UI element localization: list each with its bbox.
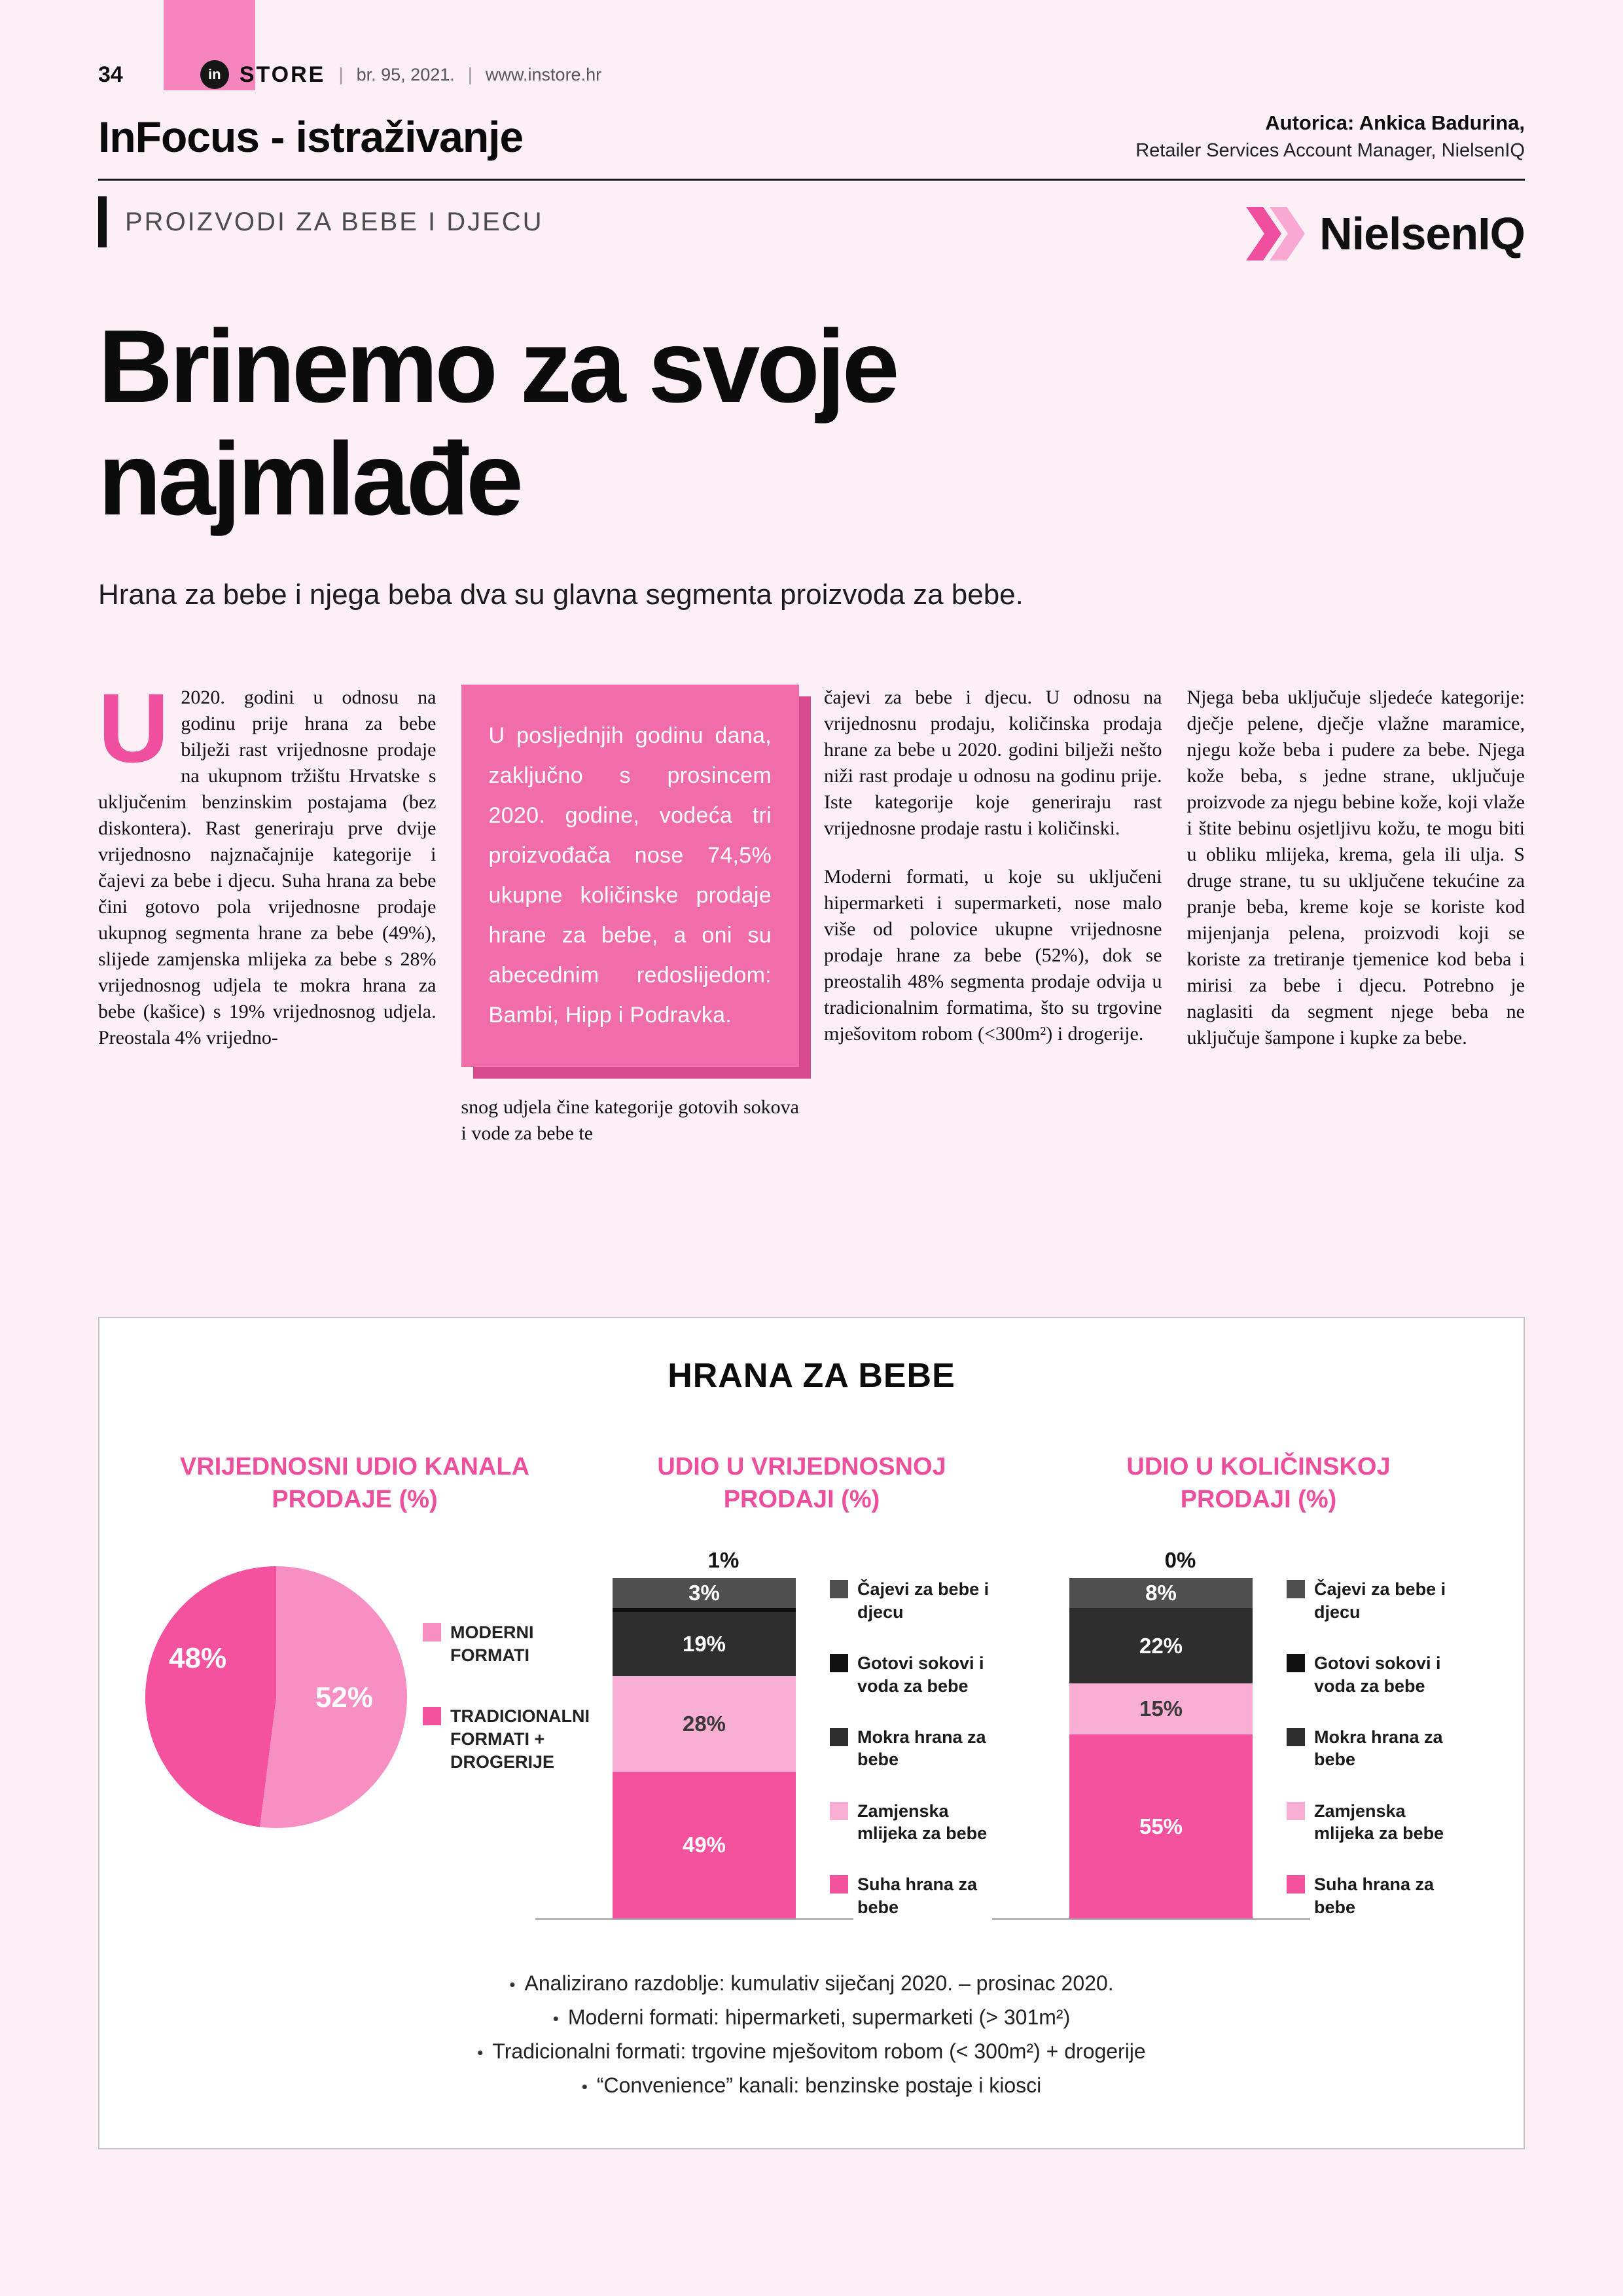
legend-item — [830, 1800, 991, 1845]
bar-chart-group-value — [582, 1451, 1021, 1918]
author-name: Autorica: Ankica Badurina, — [1265, 111, 1525, 134]
pie-area — [145, 1566, 590, 1828]
note-text: Tradicionalni formati: trgovine mješovitom robom (< 300m²) + drogerije — [492, 2039, 1146, 2064]
legend-item — [1287, 1578, 1448, 1623]
bar-segment — [613, 1676, 796, 1772]
column-3-paragraph-2: Moderni formati, u koje su uključeni hipermarketi i supermarketi, nose malo više od polovice ukupne vrijednosne prodaje hrane za bebe (52%), dok se preostalih 48% segmenta prodaje odvija u tradicionalnim formatima, što su trgovine mješovitom robom (<300m²) i drogerije. — [824, 866, 1162, 1045]
column-4-text: Njega beba uključuje sljedeće kategorije: dječje pelene, dječje vlažne maramice, njegu kože beba i pudere za bebe. Njega kože beba, s jedne strane, uključuje proizvode za njegu bebine kože, koji vlaže i štite bebinu osjetljivu kožu, te mogu biti u obliku mlijeka, krema, gela ili ulja. S druge strane, tu su uključene tekućine za pranje beba, kreme koje se koriste kod mijenjanja pelena, proizvodi koji se koriste za tretiranje tjemenice kod beba i mirisi za bebe i djecu. Potrebno je naglasiti da segment njege beba ne uključuje šampone i kupke za bebe. — [1186, 687, 1525, 1049]
legend-label: Gotovi sokovi i voda za bebe — [1314, 1653, 1441, 1696]
author-block — [1135, 111, 1525, 162]
note-line — [145, 2035, 1478, 2069]
legend-swatch — [830, 1728, 848, 1746]
legend-label: Mokra hrana za bebe — [857, 1727, 986, 1770]
pull-quote: U posljednjih godinu dana, zaključno s prosincem 2020. godine, vodeća tri proizvođača nose 74,5% ukupne količinske prodaje hrane za bebe, a oni su abecednim redoslijedom: Bambi, Hipp i Podravka. — [461, 685, 800, 1067]
legend-item — [830, 1873, 991, 1918]
segment-value-label: 3% — [688, 1581, 720, 1605]
separator: | — [467, 64, 473, 84]
legend-label: Zamjenska mlijeka za bebe — [1314, 1801, 1444, 1844]
column-1-body: 2020. godini u odnosu na godinu prije hrana za bebe bilježi rast vrijednosne prodaje na ukupnom tržištu Hrvatske s uključenim benzinskim postajama (bez diskontera). Rast generiraju prve dvije vrijednosno najznačajnije kategorije i čajevi za bebe i djecu. Suha hrana za bebe čini gotovo pola vrijednosne prodaje ukupnog segmenta hrane za bebe (49%), slijede zamjenska mlijeka za bebe s 28% vrijednosnog udjela te mokra hrana za bebe (kašice) s 19% vrijednosnog udjela. Preostala 4% vrijedno- — [98, 687, 437, 1049]
note-line — [145, 2069, 1478, 2103]
pie-chart-group — [145, 1451, 590, 1918]
bar-title: UDIO U KOLIČINSKOJ PRODAJI (%) — [1126, 1453, 1391, 1513]
legend-swatch — [830, 1802, 848, 1820]
legend-label: Gotovi sokovi i voda za bebe — [857, 1653, 984, 1696]
author-role: Retailer Services Account Manager, NielsenIQ — [1135, 140, 1525, 161]
column-2-text: snog udjela čine kategorije gotovih sokova i vode za bebe te — [461, 1096, 799, 1145]
bullet-icon: • — [552, 2009, 559, 2029]
column-2 — [461, 685, 800, 1267]
headline-line-2: najmlađe — [98, 422, 520, 537]
legend-swatch — [1287, 1875, 1305, 1893]
legend-item — [1287, 1726, 1448, 1771]
bar-wrap — [1069, 1545, 1253, 1918]
bullet-icon: • — [477, 2043, 484, 2063]
legend-label: Čajevi za bebe i djecu — [857, 1579, 990, 1622]
chart-title: HRANA ZA BEBE — [668, 1357, 955, 1395]
legend-swatch — [830, 1580, 848, 1598]
legend-item — [1287, 1873, 1448, 1918]
legend-label: Suha hrana za bebe — [1314, 1874, 1435, 1917]
chart-notes — [145, 1967, 1478, 2102]
legend-label: Mokra hrana za bebe — [1314, 1727, 1443, 1770]
legend-label: MODERNI FORMATI — [450, 1622, 534, 1665]
bar-segment — [613, 1612, 796, 1677]
legend-label: Čajevi za bebe i djecu — [1314, 1579, 1446, 1622]
legend-item — [423, 1705, 590, 1774]
lead-paragraph: Hrana za bebe i njega beba dva su glavna segmenta proizvoda za bebe. — [98, 579, 1024, 611]
nielseniq-logo-icon — [1246, 206, 1309, 262]
pie-chart-subtitle: VRIJEDNOSNI UDIO KANALA PRODAJE (%) — [179, 1453, 530, 1513]
dropcap: U — [98, 673, 169, 783]
bar-above-label: 1% — [707, 1548, 740, 1573]
headline-line-1: Brinemo za svoje — [98, 309, 897, 424]
kicker-label: PROIZVODI ZA BEBE I DJECU — [125, 207, 544, 236]
bar-content — [1039, 1545, 1478, 1918]
bar-above-label: 0% — [1164, 1548, 1196, 1573]
legend-swatch — [423, 1623, 441, 1641]
page-number: 34 — [98, 62, 123, 87]
segment-value-label: 19% — [682, 1632, 726, 1657]
bar-chart-group-volume — [1039, 1451, 1478, 1918]
bar-wrap — [613, 1545, 796, 1918]
bullet-icon: • — [509, 1975, 516, 1995]
legend-swatch — [423, 1707, 441, 1725]
legend-swatch — [1287, 1654, 1305, 1672]
kicker-bar — [98, 196, 107, 247]
article-columns — [98, 673, 1525, 1267]
note-line — [145, 1967, 1478, 2001]
pie-legend — [423, 1621, 590, 1774]
segment-value-label: 55% — [1139, 1814, 1183, 1839]
instore-logo-icon: in — [200, 60, 229, 89]
title-row — [98, 111, 1525, 162]
infographic-box — [98, 1317, 1525, 2149]
column-3 — [824, 685, 1162, 1267]
note-text: Analizirano razdoblje: kumulativ siječanj 2020. – prosinac 2020. — [524, 1971, 1114, 1996]
legend-swatch — [1287, 1580, 1305, 1598]
headline — [98, 310, 1525, 535]
segment-value-label: 8% — [1145, 1581, 1177, 1605]
separator: | — [338, 64, 344, 84]
pie-value-tradicionalni: 48% — [169, 1642, 227, 1675]
legend-label: TRADICIONALNI FORMATI + DROGERIJE — [450, 1706, 590, 1772]
bar-segment — [613, 1578, 796, 1608]
bar-stack — [1069, 1578, 1253, 1918]
note-line — [145, 2001, 1478, 2035]
bar-stack — [613, 1578, 796, 1918]
column-4 — [1187, 685, 1525, 1267]
segment-value-label: 15% — [1139, 1696, 1183, 1721]
bar-segment — [613, 1772, 796, 1918]
nielseniq-logo-text: NielsenIQ — [1319, 208, 1525, 259]
bar-legend — [1287, 1578, 1448, 1918]
bar-segment — [1069, 1608, 1253, 1683]
kicker — [98, 196, 544, 247]
bar-segment — [1069, 1683, 1253, 1734]
instore-logo — [200, 60, 601, 89]
bar-segment — [1069, 1734, 1253, 1919]
legend-item — [1287, 1652, 1448, 1697]
note-text: Moderni formati: hipermarketi, supermarketi (> 301m²) — [567, 2005, 1071, 2030]
nielseniq-logo — [1246, 206, 1525, 262]
bar-segment — [1069, 1578, 1253, 1608]
legend-item — [830, 1652, 991, 1697]
legend-swatch — [1287, 1728, 1305, 1746]
bar-title: UDIO U VRIJEDNOSNOJ PRODAJI (%) — [657, 1453, 946, 1513]
pie-value-moderni: 52% — [315, 1681, 373, 1714]
column-3-paragraph-1: čajevi za bebe i djecu. U odnosu na vrijednosnu prodaju, količinska prodaja hrane za bebe u 2020. godini bilježi nešto niži rast prodaje u odnosu na godinu prije. Iste kategorije koje generiraju rast vrijednosne prodaje rastu i količinski. — [824, 687, 1162, 840]
segment-value-label: 28% — [682, 1712, 726, 1736]
pie-chart — [145, 1566, 407, 1828]
header-divider — [98, 179, 1525, 181]
bullet-icon: • — [581, 2076, 588, 2096]
legend-label: Suha hrana za bebe — [857, 1874, 978, 1917]
legend-swatch — [830, 1654, 848, 1672]
instore-logo-text: STORE — [239, 62, 326, 87]
note-text: “Convenience” kanali: benzinske postaje i kiosci — [596, 2073, 1042, 2097]
issue-number: br. 95, 2021. — [356, 64, 455, 84]
legend-item — [423, 1621, 564, 1667]
legend-item — [830, 1726, 991, 1771]
legend-item — [1287, 1800, 1448, 1845]
charts-row — [145, 1451, 1478, 1918]
legend-item — [830, 1578, 991, 1623]
column-1-text — [98, 673, 437, 1051]
segment-value-label: 22% — [1139, 1633, 1183, 1658]
masthead — [98, 58, 1525, 92]
legend-swatch — [1287, 1802, 1305, 1820]
bar-content — [582, 1545, 1021, 1918]
kicker-row — [98, 187, 1525, 262]
legend-swatch — [830, 1875, 848, 1893]
bar-legend — [830, 1578, 991, 1918]
section-title: InFocus - istraživanje — [98, 113, 524, 161]
website-url: www.instore.hr — [486, 64, 602, 84]
segment-value-label: 49% — [682, 1833, 726, 1857]
column-1 — [98, 673, 437, 1267]
legend-label: Zamjenska mlijeka za bebe — [857, 1801, 988, 1844]
